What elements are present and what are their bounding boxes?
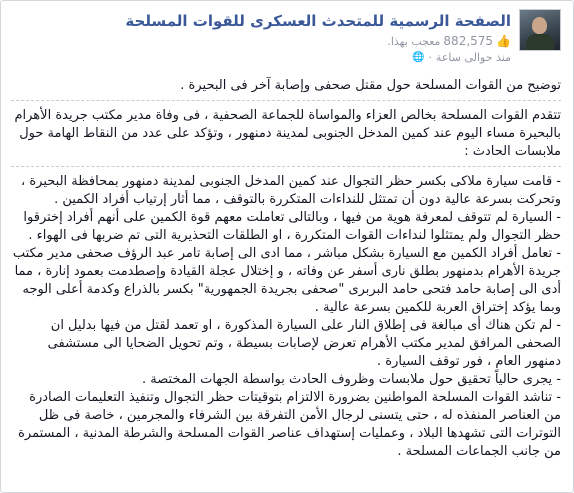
list-item: - تناشد القوات المسلحة المواطنين بضرورة الالتزام بتوقيتات حظر التجوال وتنفيذ التعليمات الصادرة من العناصر المنفذه له ، حتى يتسنى لرجال الأمن التفرقة بين الشرفاء والمجرمين ، خاصة فى ظل التوترات التى تشهدها البلاد ، وعمليات إستهداف عناصر القوات المسلحة والشرطة المدنية ، المستمرة من جانب الجماعات المسلحة . (18, 390, 561, 459)
list-item: - يجرى حالياً تحقيق حول ملابسات وظروف الحادث بواسطة الجهات المختصة . (142, 372, 561, 387)
avatar-body (526, 34, 554, 51)
avatar-head (532, 17, 547, 34)
globe-icon[interactable]: 🌐 (411, 52, 425, 63)
likes-count: 882,575 (443, 34, 494, 48)
likes-label: معجب بهذا. (387, 34, 441, 48)
post-header (1, 1, 573, 75)
page-avatar[interactable] (519, 9, 561, 51)
likes-row (387, 34, 511, 48)
timestamp-link[interactable]: منذ حوالى ساعة (435, 51, 511, 64)
separator-dot: · (428, 51, 432, 64)
list-item: - لم تكن هناك أى مبالغة فى إطلاق النار على السيارة المذكورة ، او تعمد لقتل من فيها بدليل ان الصحفى المرافق لمدير مكتب الأهرام تعرض لإصابات بسيطة ، وتم تحويل الضحايا الى مستشفى دمنهور العام ، فور توقف السيارة . (47, 318, 561, 369)
dashed-divider (11, 100, 561, 101)
post-intro: تتقدم القوات المسلحة بخالص العزاء والمواساة للجماعة الصحفية ، فى وفاة مدير مكتب جريدة الأهرام بالبحيرة مساء اليوم عند كمين المدخل الجنوبى لمدينة دمنهور ، وتؤكد على عدد من النقاط الهامة حول ملابسات الحادث : (14, 108, 561, 159)
list-item: - تعامل أفراد الكمين مع السيارة بشكل مباشر ، مما ادى الى إصابة تامر عبد الرؤف صحفى مدير مكتب جريدة الأهرام بدمنهور بطلق نارى أسفر عن وفاته ، و إختلال عجلة القيادة وإصطدمت بعمود إنارة ، مما أدى الى إصابة حامد فتحى حامد البربرى "صحفى بجريدة الجمهورية" بكسر بالذراع وكدمة أعلى الوجه وبما يؤكد إختراق العربة للكمين بسرعة عالية . (12, 246, 561, 315)
thumbs-up-icon: 👍 (496, 34, 511, 48)
list-item: - قامت سيارة ملاكى بكسر حظر التجوال عند كمين المدخل الجنوبى لمدينة دمنهور بمحافظة البحيرة ، وتحركت بسرعة عالية دون أن تمتثل للنداءات المتكررة بالتوقف ، مما أثار إرتياب أفراد الكمين . (21, 174, 561, 207)
page-name-link[interactable]: الصفحة الرسمية للمتحدث العسكرى للقوات المسلحة (125, 12, 511, 30)
post-title: توضيح من القوات المسلحة حول مقتل صحفى وإصابة آخر فى البحيرة . (180, 78, 561, 93)
dashed-divider (11, 166, 561, 167)
list-item: - السيارة لم تتوقف لمعرفة هوية من فيها ، وبالتالى تعاملت معهم قوة الكمين على أنهم أفراد إخترقوا حظر التجوال ولم يمتثلوا لنداءات القوات المتكررة ، او الطلقات التحذيرية التى تم ضربها فى الهواء . (23, 210, 561, 243)
post-body (11, 77, 561, 461)
timestamp-row (412, 51, 511, 64)
